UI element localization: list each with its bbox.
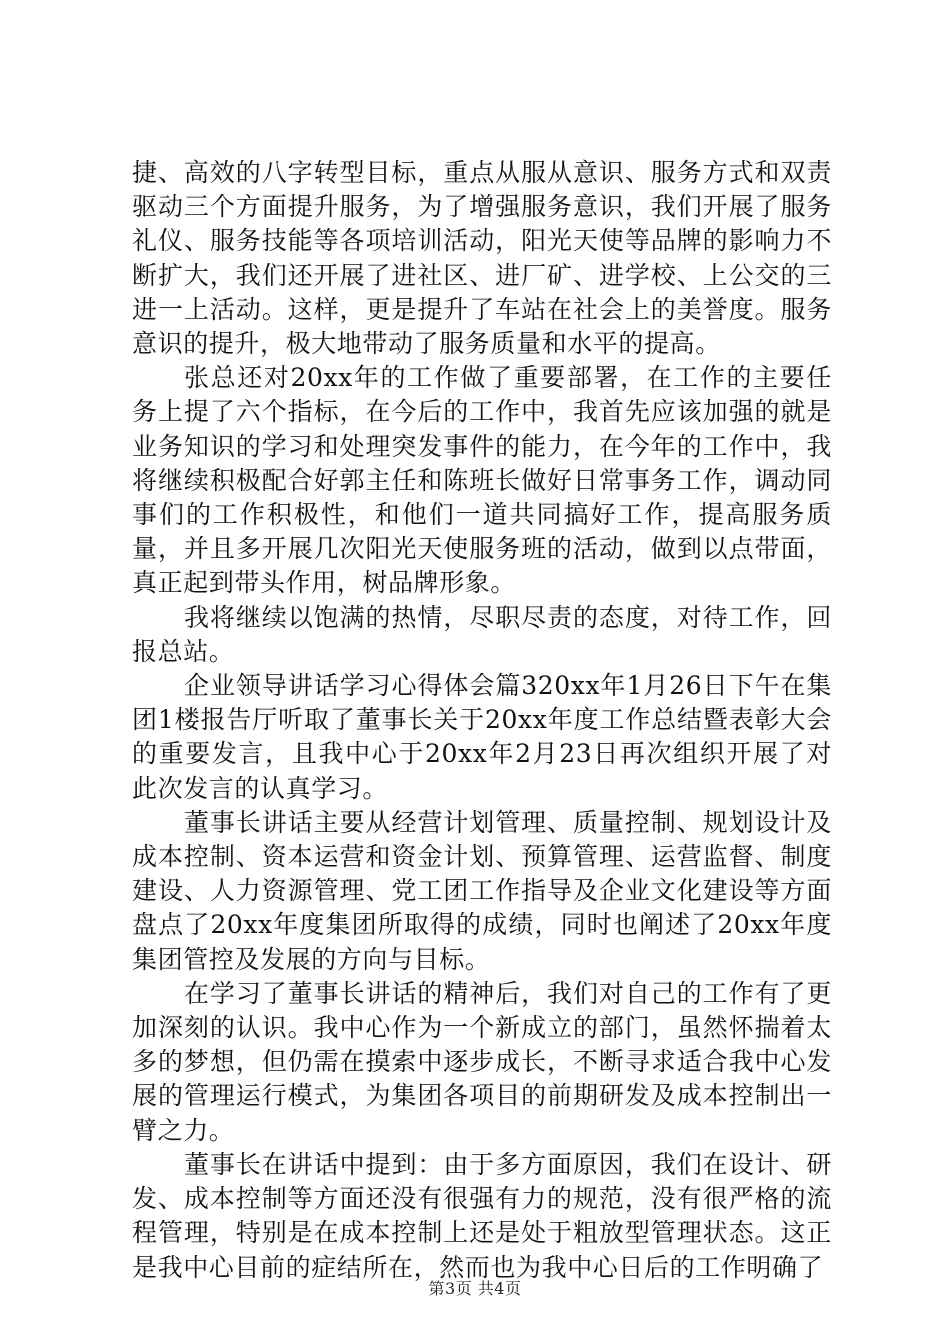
page-number-footer: 第3页 共4页 xyxy=(428,1279,522,1298)
document-body xyxy=(132,156,832,1285)
paragraph-7: 董事长在讲话中提到：由于多方面原因，我们在设计、研发、成本控制等方面还没有很强有力的规范，没有很严格的流程管理，特别是在成本控制上还是处于粗放型管理状态。这正是我中心目前的症结所在，然而也为我中心日后的工作明确了 xyxy=(132,1149,832,1282)
paragraph-1: 捷、高效的八字转型目标，重点从服从意识、服务方式和双责驱动三个方面提升服务，为了增强服务意识，我们开展了服务礼仪、服务技能等各项培训活动，阳光天使等品牌的影响力不断扩大，我们还开展了进社区、进厂矿、进学校、上公交的三进一上活动。这样，更是提升了车站在社会上的美誉度。服务意识的提升，极大地带动了服务质量和水平的提高。 xyxy=(132,158,832,359)
paragraph-6: 在学习了董事长讲话的精神后，我们对自己的工作有了更加深刻的认识。我中心作为一个新成立的部门，虽然怀揣着太多的梦想，但仍需在摸索中逐步成长，不断寻求适合我中心发展的管理运行模式，为集团各项目的前期研发及成本控制出一臂之力。 xyxy=(132,978,832,1145)
paragraph-3: 我将继续以饱满的热情，尽职尽责的态度，对待工作，回报总站。 xyxy=(132,602,832,666)
paragraph-5: 董事长讲话主要从经营计划管理、质量控制、规划设计及成本控制、资本运营和资金计划、预算管理、运营监督、制度建设、人力资源管理、党工团工作指导及企业文化建设等方面盘点了20xx年度集团所取得的成绩，同时也阐述了20xx年度集团管控及发展的方向与目标。 xyxy=(132,807,832,974)
paragraph-4: 企业领导讲话学习心得体会篇320xx年1月26日下午在集团1楼报告厅听取了董事长关于20xx年度工作总结暨表彰大会的重要发言，且我中心于20xx年2月23日再次组织开展了对此次发言的认真学习。 xyxy=(132,671,832,803)
paragraph-2: 张总还对20xx年的工作做了重要部署，在工作的主要任务上提了六个指标，在今后的工作中，我首先应该加强的就是业务知识的学习和处理突发事件的能力，在今年的工作中，我将继续积极配合好郭主任和陈班长做好日常事务工作，调动同事们的工作积极性，和他们一道共同搞好工作，提高服务质量，并且多开展几次阳光天使服务班的活动，做到以点带面，真正起到带头作用，树品牌形象。 xyxy=(132,363,832,598)
